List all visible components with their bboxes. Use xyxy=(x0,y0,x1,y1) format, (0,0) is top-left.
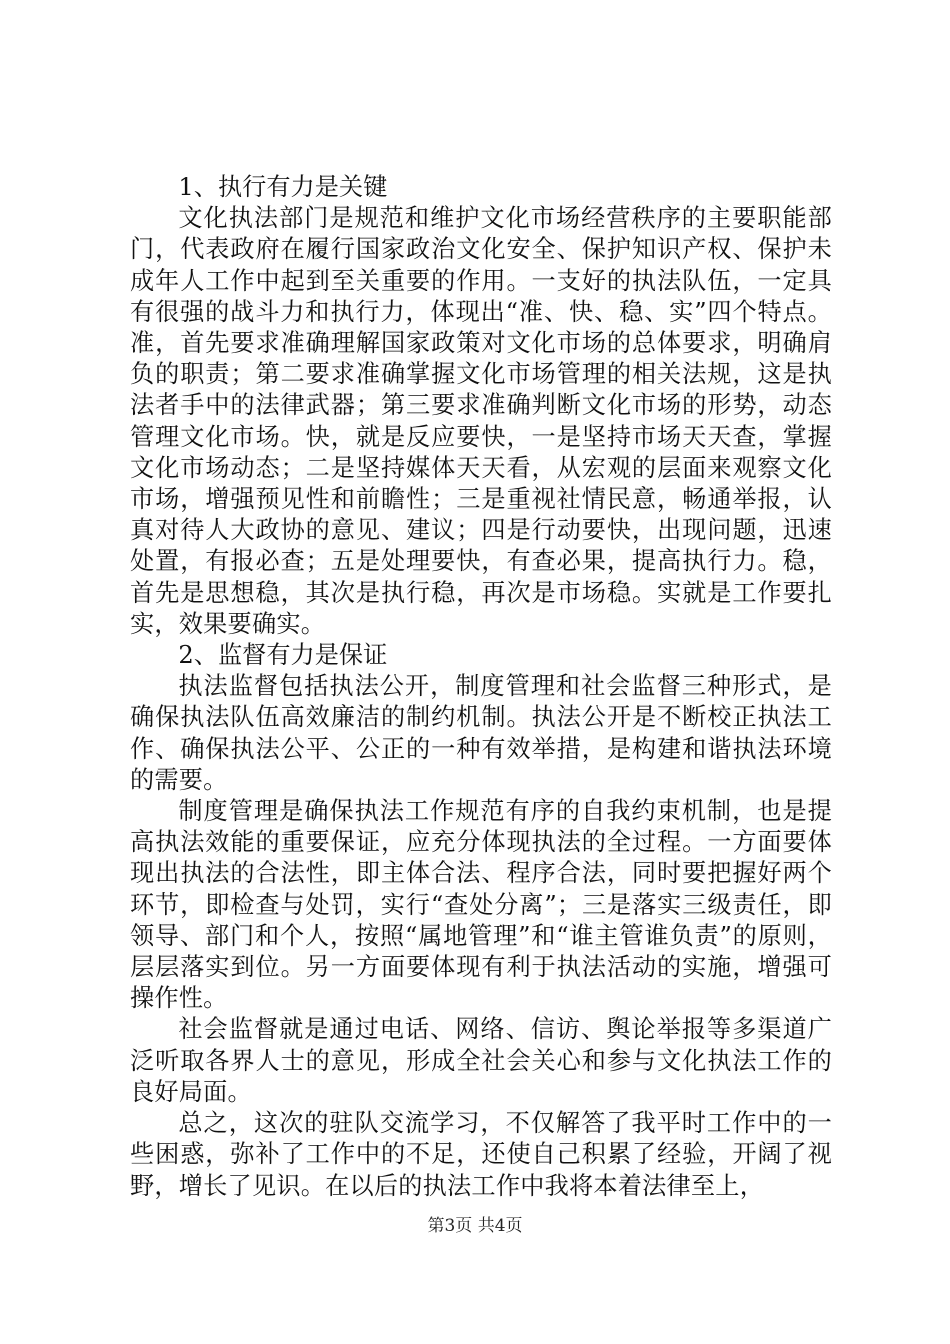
body-paragraph: 执法监督包括执法公开，制度管理和社会监督三种形式，是确保执法队伍高效廉洁的制约机制。执法公开是不断校正执法工作、确保执法公平、公正的一种有效举措，是构建和谐执法环境的需要。 xyxy=(130,672,832,794)
body-paragraph: 制度管理是确保执法工作规范有序的自我约束机制，也是提高执法效能的重要保证，应充分体现执法的全过程。一方面要体现出执法的合法性，即主体合法、程序合法，同时要把握好两个环节，即检查与处罚，实行“查处分离”；三是落实三级责任，即领导、部门和个人，按照“属地管理”和“谁主管谁负责”的原则，层层落实到位。另一方面要体现有利于执法活动的实施，增强可操作性。 xyxy=(130,797,832,1013)
body-paragraph: 社会监督就是通过电话、网络、信访、舆论举报等多渠道广泛听取各界人士的意见，形成全社会关心和参与文化执法工作的良好局面。 xyxy=(130,1015,832,1106)
body-paragraph: 总之，这次的驻队交流学习，不仅解答了我平时工作中的一些困惑，弥补了工作中的不足，还使自己积累了经验，开阔了视野，增长了见识。在以后的执法工作中我将本着法律至上， xyxy=(130,1109,832,1200)
section-heading-1: 1、执行有力是关键 xyxy=(178,173,388,201)
document-body xyxy=(130,172,832,1202)
page-number: 第3页 共4页 xyxy=(427,1216,523,1236)
body-paragraph: 文化执法部门是规范和维护文化市场经营秩序的主要职能部门，代表政府在履行国家政治文化安全、保护知识产权、保护未成年人工作中起到至关重要的作用。一支好的执法队伍，一定具有很强的战斗力和执行力，体现出“准、快、稳、实”四个特点。准，首先要求准确理解国家政策对文化市场的总体要求，明确肩负的职责；第二要求准确掌握文化市场管理的相关法规，这是执法者手中的法律武器；第三要求准确判断文化市场的形势，动态管理文化市场。快，就是反应要快，一是坚持市场天天查，掌握文化市场动态；二是坚持媒体天天看，从宏观的层面来观察文化市场，增强预见性和前瞻性；三是重视社情民意，畅通举报，认真对待人大政协的意见、建议；四是行动要快，出现问题，迅速处置，有报必查；五是处理要快，有查必果，提高执行力。稳，首先是思想稳，其次是执行稳，再次是市场稳。实就是工作要扎实，效果要确实。 xyxy=(130,204,832,638)
page-footer xyxy=(0,1216,950,1236)
section-heading-2: 2、监督有力是保证 xyxy=(178,641,388,670)
